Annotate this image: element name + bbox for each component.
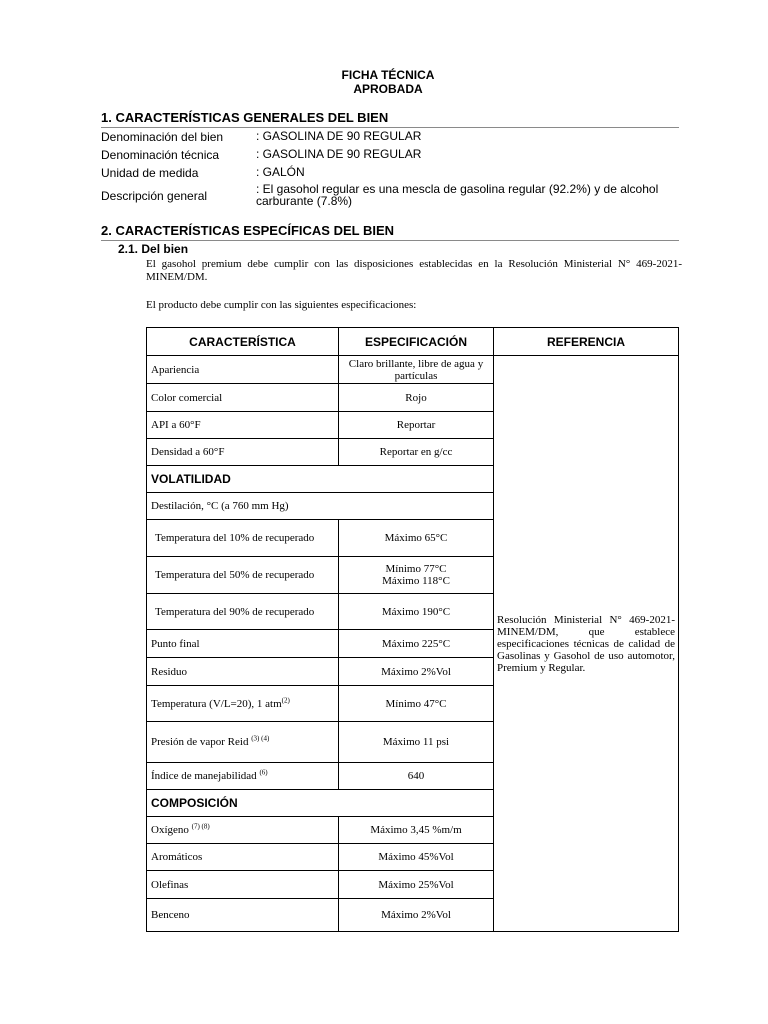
row-spec-punto-final: Máximo 225°C [339,630,494,658]
general-value-descripcion: : El gasohol regular es una mescla de gasolina regular (92.2%) y de alcohol carburante (7.8%) [256,182,659,208]
footnote-ref: (3) (4) [251,734,270,743]
intro-paragraph: El gasohol premium debe cumplir con las disposiciones establecidas en la Resolución Ministerial N° 469-2021-MINEM/DM. [146,258,682,283]
row-spec-t50-min: Mínimo 77°C [385,563,447,575]
row-name-benceno: Benceno [147,899,339,932]
general-label-denominacion-bien: Denominación del bien [101,130,224,144]
row-spec-api: Reportar [339,412,494,439]
row-spec-presion: Máximo 11 psi [339,722,494,763]
header-especificacion: ESPECIFICACIÓN [339,328,494,356]
subsection-heading: 2.1. Del bien [118,242,189,256]
row-name-t10: Temperatura del 10% de recuperado [147,520,339,557]
row-spec-aromaticos: Máximo 45%Vol [339,844,494,871]
header-caracteristica: CARACTERÍSTICA [147,328,339,356]
row-spec-t50-max: Máximo 118°C [382,575,450,587]
row-name-t90: Temperatura del 90% de recuperado [147,594,339,630]
row-name-oxigeno-text: Oxígeno [151,824,189,836]
general-value-denominacion-bien: : GASOLINA DE 90 REGULAR [256,129,422,143]
reference-cell: Resolución Ministerial N° 469-2021-MINEM/DM, que establece especificaciones técnicas de calidad de Gasolinas y Gasohol de uso automotor, Premium y Regular. [494,356,679,932]
section-volatilidad: VOLATILIDAD [147,466,494,493]
row-name-destilacion: Destilación, °C (a 760 mm Hg) [147,493,494,520]
table-header-row [147,328,679,356]
header-referencia: REFERENCIA [494,328,679,356]
row-name-aromaticos: Aromáticos [147,844,339,871]
footnote-ref: (6) [259,768,268,777]
row-name-punto-final: Punto final [147,630,339,658]
row-name-residuo: Residuo [147,658,339,686]
row-spec-indice: 640 [339,763,494,790]
row-spec-benceno: Máximo 2%Vol [339,899,494,932]
row-spec-color: Rojo [339,384,494,412]
row-name-temp-vl [147,686,339,722]
row-name-indice [147,763,339,790]
table-row [147,356,679,384]
spec-intro-paragraph: El producto debe cumplir con las siguientes especificaciones: [146,299,417,311]
row-name-apariencia: Apariencia [147,356,339,384]
row-name-color: Color comercial [147,384,339,412]
section1-rule [101,127,679,128]
footnote-ref: (7) (8) [191,822,210,831]
general-label-descripcion: Descripción general [101,189,208,203]
section1-heading: 1. CARACTERÍSTICAS GENERALES DEL BIEN [101,110,389,125]
row-name-t50: Temperatura del 50% de recuperado [147,557,339,594]
document-title: FICHA TÉCNICA [341,68,435,82]
footnote-ref: (2) [281,695,290,704]
section-composicion: COMPOSICIÓN [147,790,494,817]
general-value-denominacion-tecnica: : GASOLINA DE 90 REGULAR [256,147,422,161]
row-name-presion [147,722,339,763]
row-name-api: API a 60°F [147,412,339,439]
row-name-indice-text: Índice de manejabilidad [151,770,257,782]
row-spec-oxigeno: Máximo 3,45 %m/m [339,817,494,844]
row-spec-apariencia: Claro brillante, libre de agua y partículas [339,356,494,384]
general-label-unidad: Unidad de medida [101,166,199,180]
document-subtitle: APROBADA [353,82,423,96]
row-name-olefinas: Olefinas [147,871,339,899]
row-spec-olefinas: Máximo 25%Vol [339,871,494,899]
row-spec-residuo: Máximo 2%Vol [339,658,494,686]
row-spec-t50 [339,557,494,594]
section2-rule [101,240,679,241]
row-spec-temp-vl: Mínimo 47°C [339,686,494,722]
row-name-temp-vl-text: Temperatura (V/L=20), 1 atm [151,697,282,710]
row-spec-t90: Máximo 190°C [339,594,494,630]
row-spec-t10: Máximo 65°C [339,520,494,557]
section2-heading: 2. CARACTERÍSTICAS ESPECÍFICAS DEL BIEN [101,223,395,238]
row-spec-densidad: Reportar en g/cc [339,439,494,466]
row-name-oxigeno [147,817,339,844]
general-label-denominacion-tecnica: Denominación técnica [101,148,220,162]
row-name-densidad: Densidad a 60°F [147,439,339,466]
row-name-presion-text: Presión de vapor Reid [151,736,249,748]
general-value-unidad: : GALÓN [256,165,305,179]
specification-table [146,327,679,932]
